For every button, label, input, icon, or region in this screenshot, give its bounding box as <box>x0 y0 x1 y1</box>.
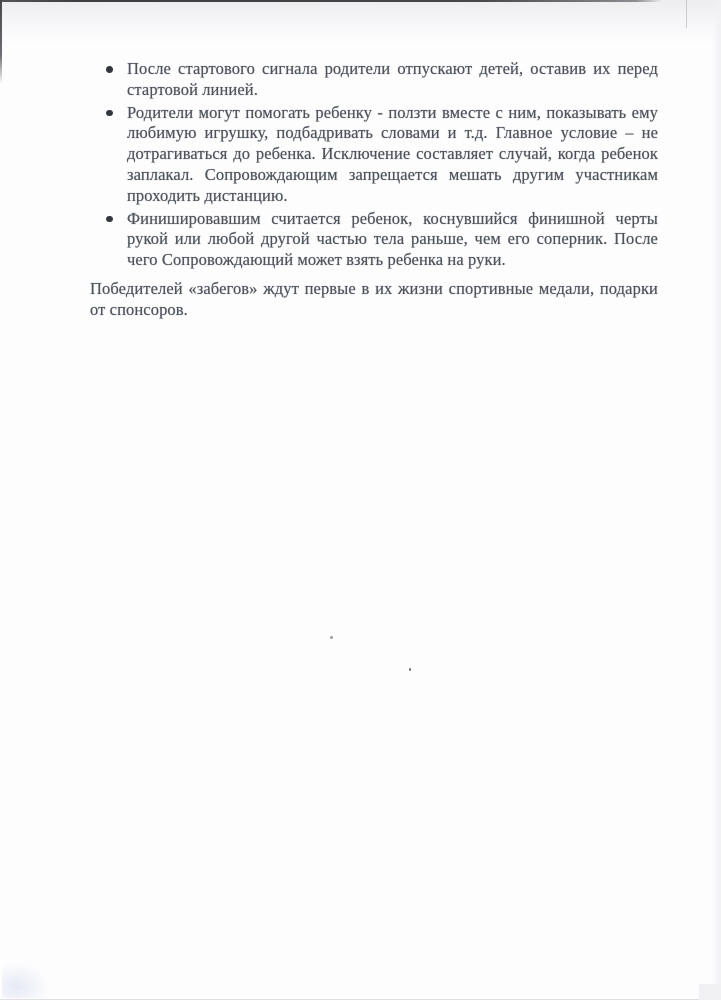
scan-edge-strip-right <box>712 0 721 1000</box>
scan-speck <box>330 636 333 639</box>
list-item <box>127 103 658 207</box>
scan-smudge <box>2 962 50 998</box>
bullet-text: После стартового сигнала родители отпускают детей, оставив их перед стартовой линией. <box>127 59 658 99</box>
list-item <box>127 59 658 101</box>
scan-corner-shadow <box>699 984 721 1000</box>
bullet-icon <box>106 66 113 73</box>
scan-edge-line-left <box>0 0 2 84</box>
scan-edge-line-top <box>0 0 662 2</box>
bullet-icon <box>106 110 113 117</box>
bullet-text: Финишировавшим считается ребенок, коснувшийся финишной черты рукой или любой другой частью тела раньше, чем его соперник. После чего Сопровождающий может взять ребенка на руки. <box>127 208 658 270</box>
scan-speck <box>409 668 411 671</box>
bullet-text: Родители могут помогать ребенку - ползти вместе с ним, показывать ему любимую игрушку, подбадривать словами и т.д. Главное условие – не дотрагиваться до ребенка. Исключение составляет случай, когда ребенок заплакал. Сопровождающим запрещается мешать другим участникам проходить дистанцию. <box>127 102 658 205</box>
scan-edge-line-right <box>686 0 687 28</box>
scan-edge-shadow-top <box>0 0 721 44</box>
rules-bullet-list <box>127 59 658 273</box>
bullet-icon <box>106 216 113 223</box>
list-item <box>127 209 658 271</box>
closing-paragraph: Победителей «забегов» ждут первые в их жизни спортивные медали, подарки от спонсоров. <box>90 279 658 319</box>
